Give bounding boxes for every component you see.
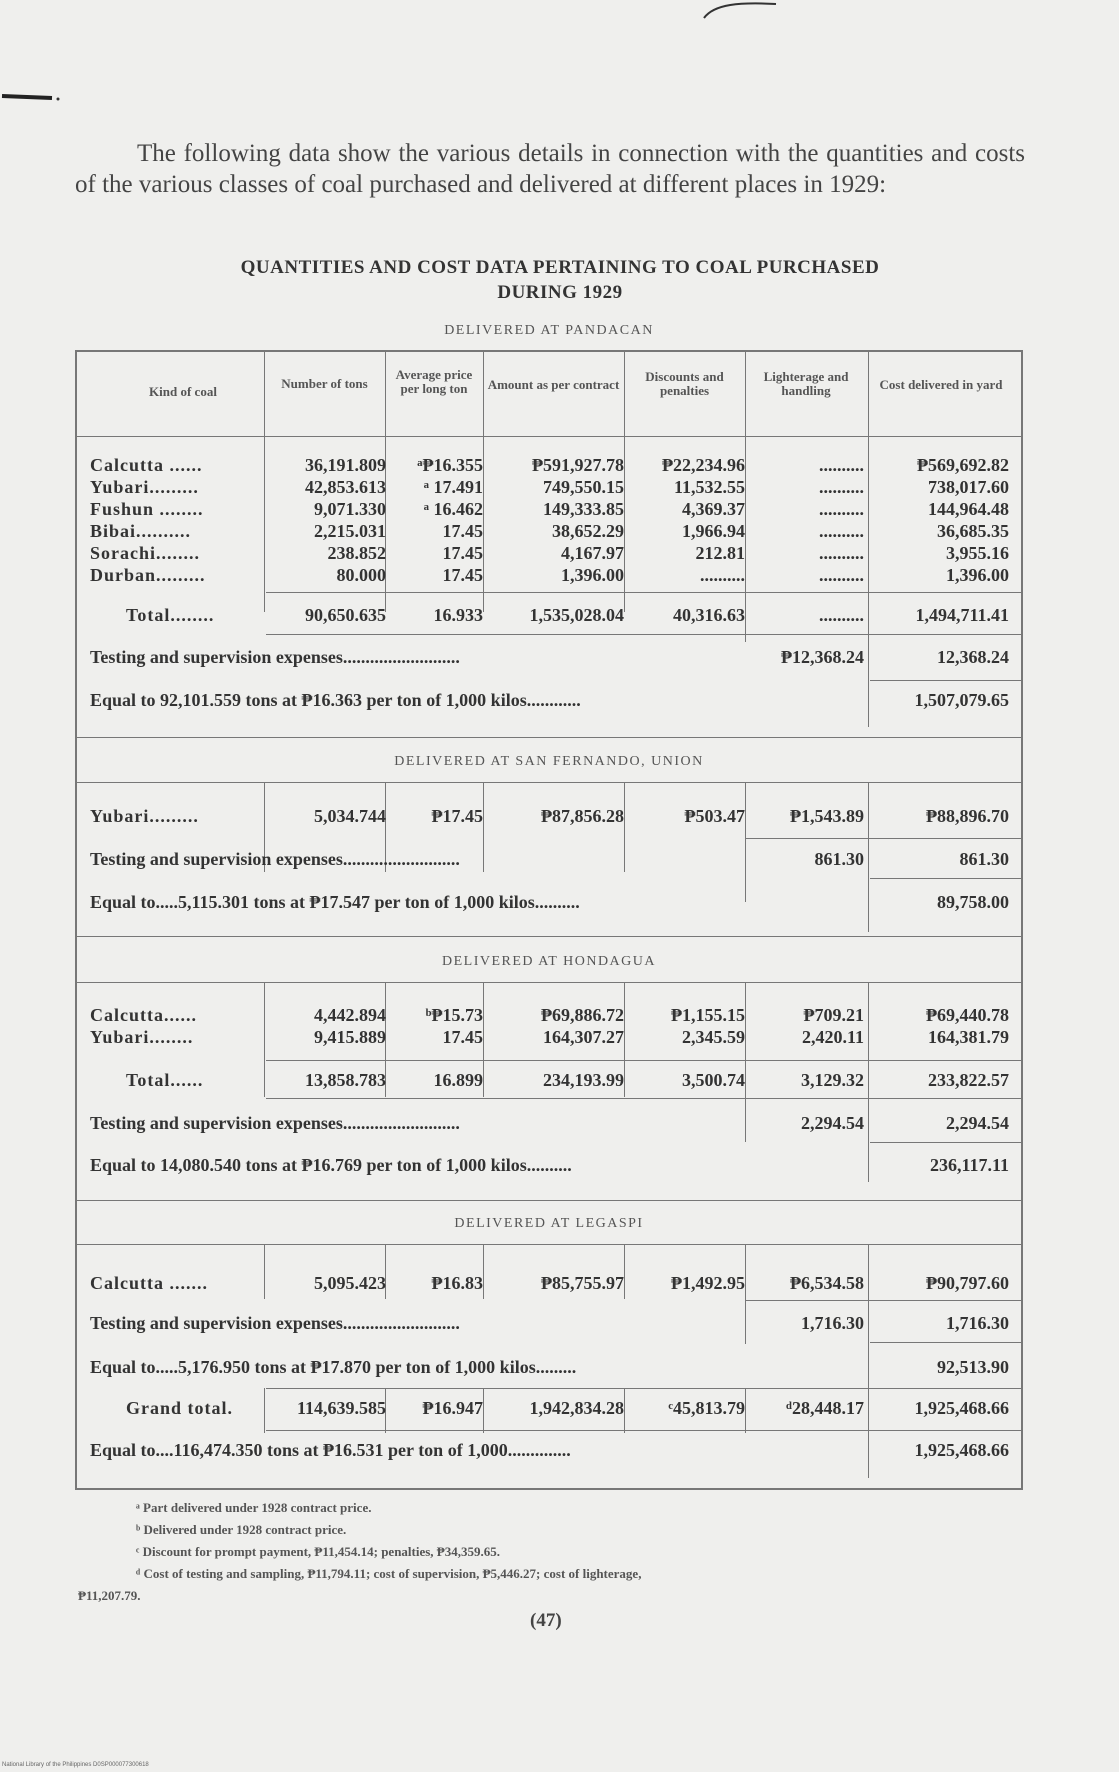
legaspi-cost: ₱90,797.60 [926, 1273, 1009, 1293]
cell-cost: 144,964.48 [928, 499, 1009, 519]
san-fernando-disc: ₱503.47 [684, 806, 745, 826]
cell-cost: 36,685.35 [937, 521, 1009, 541]
grand-equal-cost: 1,925,468.66 [914, 1440, 1009, 1460]
grand-total-tons: 114,639.585 [296, 1398, 386, 1418]
legaspi-testing-cost: 1,716.30 [946, 1313, 1009, 1333]
hondagua-testing-cost: 2,294.54 [946, 1113, 1009, 1133]
header-discounts: Discounts and penalties [645, 369, 724, 398]
cell-tons: 80.000 [336, 565, 386, 585]
san-fernando-kind: Yubari......... [90, 806, 199, 826]
header-average-price: Average price per long ton [395, 367, 473, 396]
cell-amount: 38,652.29 [552, 521, 624, 541]
ink-dash-mark [0, 90, 70, 104]
table-row-kind: Bibai.......... [90, 521, 192, 541]
san-fernando-equal-cost: 89,758.00 [937, 892, 1009, 912]
header-kind-of-coal: Kind of coal [149, 384, 217, 399]
cell-light: .......... [819, 543, 864, 563]
cell-tons: 4,442.894 [314, 1005, 386, 1025]
cell-tons: 238.852 [327, 543, 386, 563]
san-fernando-testing-light: 861.30 [814, 849, 864, 869]
legaspi-disc: ₱1,492.95 [671, 1273, 745, 1293]
cell-disc: 4,369.37 [682, 499, 745, 519]
san-fernando-testing-cost: 861.30 [959, 849, 1009, 869]
cell-tons: 2,215.031 [314, 521, 386, 541]
cell-disc: .......... [700, 565, 745, 585]
grand-total-light: ᵈ28,448.17 [786, 1398, 864, 1418]
hondagua-total-disc: 3,500.74 [682, 1070, 745, 1090]
table-row-kind: Fushun ........ [90, 499, 204, 519]
table-row-kind: Calcutta ...... [90, 455, 203, 475]
cell-disc: 212.81 [695, 543, 745, 563]
grand-total-disc: ᶜ45,813.79 [668, 1398, 745, 1418]
hondagua-testing-label: Testing and supervision expenses.......................... [90, 1113, 460, 1133]
san-fernando-light: ₱1,543.89 [790, 806, 864, 826]
cell-light: ₱709.21 [803, 1005, 864, 1025]
cell-avg: 17.45 [442, 521, 483, 541]
pandacan-total-label: Total........ [126, 605, 215, 625]
cell-amount: 749,550.15 [543, 477, 624, 497]
cell-amount: 149,333.85 [543, 499, 624, 519]
footnote-b: ᵇ Delivered under 1928 contract price. [136, 1522, 347, 1537]
header-cost-delivered: Cost delivered in yard [879, 377, 1003, 392]
pandacan-total-avg: 16.933 [433, 605, 483, 625]
pandacan-testing-cost: 12,368.24 [937, 647, 1009, 667]
table-row-kind: Sorachi........ [90, 543, 201, 563]
table-row-kind: Yubari......... [90, 477, 199, 497]
san-fernando-equal-label: Equal to.....5,115.301 tons at ₱17.547 per ton of 1,000 kilos.......... [90, 892, 580, 912]
cell-light: .......... [819, 499, 864, 519]
hondagua-equal-label: Equal to 14,080.540 tons at ₱16.769 per ton of 1,000 kilos.......... [90, 1155, 572, 1175]
cell-light: .......... [819, 455, 864, 475]
cell-disc: 11,532.55 [673, 477, 745, 497]
cell-amount: ₱69,886.72 [541, 1005, 624, 1025]
table-row-kind: Calcutta...... [90, 1005, 197, 1025]
pandacan-equal-cost: 1,507,079.65 [914, 690, 1009, 710]
section-heading-legaspi: DELIVERED AT LEGASPI [454, 1216, 644, 1231]
san-fernando-testing-label: Testing and supervision expenses.......................... [90, 849, 460, 869]
hondagua-total-cost: 233,822.57 [928, 1070, 1009, 1090]
cell-cost: 164,381.79 [928, 1027, 1009, 1047]
cell-cost: 1,396.00 [946, 565, 1009, 585]
grand-total-amount: 1,942,834.28 [529, 1398, 624, 1418]
cell-cost: 3,955.16 [946, 543, 1009, 563]
footnote-c: ᶜ Discount for prompt payment, ₱11,454.14; penalties, ₱34,359.65. [136, 1544, 500, 1559]
header-amount: Amount as per contract [487, 377, 620, 392]
section-heading-hondagua: DELIVERED AT HONDAGUA [441, 954, 656, 969]
cell-tons: 9,415.889 [314, 1027, 386, 1047]
section-heading-pandacan: DELIVERED AT PANDACAN [444, 323, 654, 338]
legaspi-testing-label: Testing and supervision expenses.......................... [90, 1313, 460, 1333]
footnote-d: ᵈ Cost of testing and sampling, ₱11,794.11; cost of supervision, ₱5,446.27; cost of lighterage, [136, 1566, 642, 1581]
cell-disc: ₱22,234.96 [662, 455, 745, 475]
cell-cost: 738,017.60 [928, 477, 1009, 497]
pandacan-total-amount: 1,535,028.04 [529, 605, 624, 625]
cell-avg: ᵇ₱15.73 [425, 1005, 483, 1025]
legaspi-equal-label: Equal to.....5,176.950 tons at ₱17.870 per ton of 1,000 kilos......... [90, 1357, 577, 1377]
hondagua-total-amount: 234,193.99 [543, 1070, 624, 1090]
hondagua-total-tons: 13,858.783 [305, 1070, 386, 1090]
hondagua-total-label: Total...... [126, 1070, 204, 1090]
cell-cost: ₱569,692.82 [917, 455, 1009, 475]
cell-amount: 164,307.27 [543, 1027, 624, 1047]
grand-total-label: Grand total. [126, 1398, 234, 1418]
table-row-kind: Durban......... [90, 565, 206, 585]
pandacan-testing-light: ₱12,368.24 [781, 647, 864, 667]
san-fernando-amount: ₱87,856.28 [541, 806, 624, 826]
hondagua-equal-cost: 236,117.11 [929, 1155, 1009, 1175]
hondagua-total-avg: 16.899 [433, 1070, 483, 1090]
cell-disc: ₱1,155.15 [671, 1005, 745, 1025]
legaspi-testing-light: 1,716.30 [801, 1313, 864, 1333]
san-fernando-tons: 5,034.744 [314, 806, 386, 826]
san-fernando-avg: ₱17.45 [431, 806, 483, 826]
pandacan-equal-label: Equal to 92,101.559 tons at ₱16.363 per ton of 1,000 kilos............ [90, 690, 581, 710]
cell-cost: ₱69,440.78 [926, 1005, 1009, 1025]
footnote-a: ᵃ Part delivered under 1928 contract price. [136, 1500, 372, 1515]
legaspi-avg: ₱16.83 [431, 1273, 483, 1293]
table-title-year: DURING 1929 [497, 282, 623, 303]
pandacan-total-cost: 1,494,711.41 [915, 605, 1009, 625]
cell-tons: 36,191.809 [305, 455, 386, 475]
grand-equal-label: Equal to....116,474.350 tons at ₱16.531 per ton of 1,000.............. [90, 1440, 571, 1460]
cell-avg: 17.45 [442, 565, 483, 585]
header-lighterage: Lighterage and handling [763, 369, 849, 398]
pandacan-total-tons: 90,650.635 [305, 605, 386, 625]
san-fernando-cost: ₱88,896.70 [926, 806, 1009, 826]
cell-avg: ᵃ 17.491 [423, 477, 483, 497]
grand-total-cost: 1,925,468.66 [914, 1398, 1009, 1418]
cell-light: .......... [819, 477, 864, 497]
cell-disc: 2,345.59 [682, 1027, 745, 1047]
grand-total-avg: ₱16.947 [422, 1398, 483, 1418]
cell-amount: 4,167.97 [561, 543, 624, 563]
cell-disc: 1,966.94 [682, 521, 745, 541]
cell-avg: ᵃ₱16.355 [417, 455, 483, 475]
legaspi-kind: Calcutta ....... [90, 1273, 208, 1293]
cell-amount: 1,396.00 [561, 565, 624, 585]
legaspi-light: ₱6,534.58 [790, 1273, 864, 1293]
cell-light: 2,420.11 [801, 1027, 864, 1047]
hondagua-total-light: 3,129.32 [801, 1070, 864, 1090]
cell-avg: 17.45 [442, 1027, 483, 1047]
table-row-kind: Yubari........ [90, 1027, 194, 1047]
cell-avg: 17.45 [442, 543, 483, 563]
hondagua-testing-light: 2,294.54 [801, 1113, 864, 1133]
cell-light: .......... [819, 565, 864, 585]
footnote-d-continued: ₱11,207.79. [78, 1588, 141, 1603]
pandacan-total-disc: 40,316.63 [673, 605, 745, 625]
cell-amount: ₱591,927.78 [532, 455, 624, 475]
pandacan-total-light: .......... [819, 605, 864, 625]
legaspi-tons: 5,095.423 [314, 1273, 386, 1293]
table-title: QUANTITIES AND COST DATA PERTAINING TO COAL PURCHASED [240, 257, 880, 278]
cell-tons: 42,853.613 [305, 477, 386, 497]
page-number: (47) [530, 1610, 562, 1631]
section-heading-san-fernando: DELIVERED AT SAN FERNANDO, UNION [394, 754, 704, 769]
legaspi-amount: ₱85,755.97 [541, 1273, 624, 1293]
intro-paragraph: The following data show the various details in connection with the quantities and costs of the various classes of coal purchased and delivered at different places in 1929: [75, 140, 1025, 198]
cell-tons: 9,071.330 [314, 499, 386, 519]
cell-avg: ᵃ 16.462 [423, 499, 483, 519]
pandacan-testing-label: Testing and supervision expenses.......................... [90, 647, 460, 667]
pen-stroke-mark [700, 0, 780, 22]
cell-light: .......... [819, 521, 864, 541]
header-number-of-tons: Number of tons [281, 376, 368, 391]
legaspi-equal-cost: 92,513.90 [937, 1357, 1009, 1377]
archive-footer: National Library of the Philippines D0SP000077300618 [2, 1762, 149, 1768]
